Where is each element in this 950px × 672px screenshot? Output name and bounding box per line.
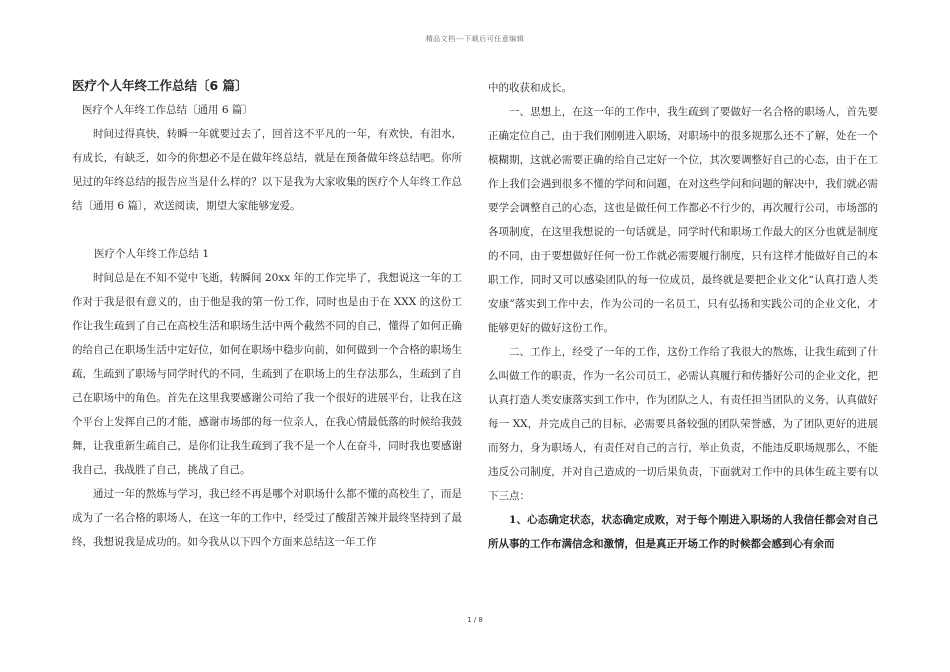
document-title: 医疗个人年终工作总结〔6 篇〕 xyxy=(72,78,248,93)
paragraph-gap xyxy=(72,218,462,242)
body-paragraph: 时间总是在不知不觉中飞逝，转瞬间 20xx 年的工作完毕了，我想说这一年的工作对于我是很有意义的，由于他是我的第一份工作，同时也是由于在 XXX 的这份工作让我生疏到了自己在高校生活和职场生活中两个截然不同的自己，懂得了如何正确的给自己在职场生活中定好位，如何在职场中稳步向前，如何做到一个合格的职场生疏，生疏到了职场与同学时代的不同，生疏到了在职场上的生存法那么，生疏到了自己在职场中的角色。首先在这里我要感谢公司给了我一个很好的进展平台，让我在这个平台上发挥自己的才能，感谢市场部的每一位亲人，在我心情最低落的时候给我鼓舞，让我重新生疏自己，是你们让我生疏到了我不是一个人在奋斗，同时我也要感谢我自己，我战胜了自己，挑战了自己。 xyxy=(72,272,462,476)
header-note: 精品文档---下载后可任意编辑 xyxy=(425,35,525,43)
left-column xyxy=(72,76,462,554)
body-paragraph: 1、心态确定状态，状态确定成败，对于每个刚进入职场的人我信任都会对自己所从事的工作布满信念和激情，但是真正开场工作的时候都会感到心有余而 xyxy=(488,514,878,550)
continued-line: 中的收获和成长。 xyxy=(488,82,572,94)
page-number: 1 / 8 xyxy=(467,616,483,624)
body-paragraph: 一、思想上，在这一年的工作中，我生疏到了要做好一名合格的职场人，首先要正确定位自己，由于我们刚刚进入职场，对职场中的很多规那么还不了解，处在一个模糊期，这就必需要正确的给自己定好一个位，其次要调整好自己的心态，由于在工作上我们会遇到很多不懂的学问和问题，在对这些学问和问题的解决中，我们就必需要学会调整自己的心态，这也是做任何工作都必不行少的，再次履行公司，市场部的各项制度，在这里我想说的一句话就是，同学时代和职场工作最大的区分也就是制度的不同，由于要想做好任何一份工作就必需要履行制度，只有这样才能做好自己的本职工作，同时又可以感染团队的每一位成员，最终就是要把企业文化“认真打造人类安康”落实到工作中去，作为公司的一名员工，只有弘扬和实践公司的企业文化，才能够更好的做好这份工作。 xyxy=(488,106,878,334)
body-paragraph: 通过一年的熬炼与学习，我已经不再是哪个对职场什么都不懂的高校生了，而是成为了一名合格的职场人，在这一年的工作中，经受过了酸甜苦辣并最终坚持到了最终，我想说我是成功的。如今我从以下四个方面来总结这一年工作 xyxy=(72,488,462,548)
section-heading: 医疗个人年终工作总结 1 xyxy=(94,248,210,260)
right-column xyxy=(488,76,878,556)
body-paragraph: 二、工作上，经受了一年的工作，这份工作给了我很大的熬炼，让我生疏到了什么叫做工作的职责，作为一名公司员工，必需认真履行和传播好公司的企业文化，把认真打造人类安康落实到工作中，作为团队之人，有责任担当团队的义务，认真做好每一 XX，并完成自己的目标，必需要具备较强的团队荣誉感，为了团队更好的进展而努力，身为职场人，有责任对自己的言行，举止负责，不能违反职场规那么，不能违反公司制度，并对自己造成的一切后果负责，下面就对工作中的具体生疏主要有以下三点： xyxy=(488,346,878,502)
intro-paragraph: 时间过得真快，转瞬一年就要过去了，回首这不平凡的一年，有欢快，有泪水，有成长，有缺乏，如今的你想必不是在做年终总结，就是在预备做年终总结吧。你所见过的年终总结的报告应当是什么样的？以下是我为大家收集的医疗个人年终工作总结〔通用 6 篇〕，欢送阅读，期望大家能够宠爱。 xyxy=(72,128,462,212)
document-subtitle: 医疗个人年终工作总结〔通用 6 篇〕 xyxy=(82,104,253,116)
